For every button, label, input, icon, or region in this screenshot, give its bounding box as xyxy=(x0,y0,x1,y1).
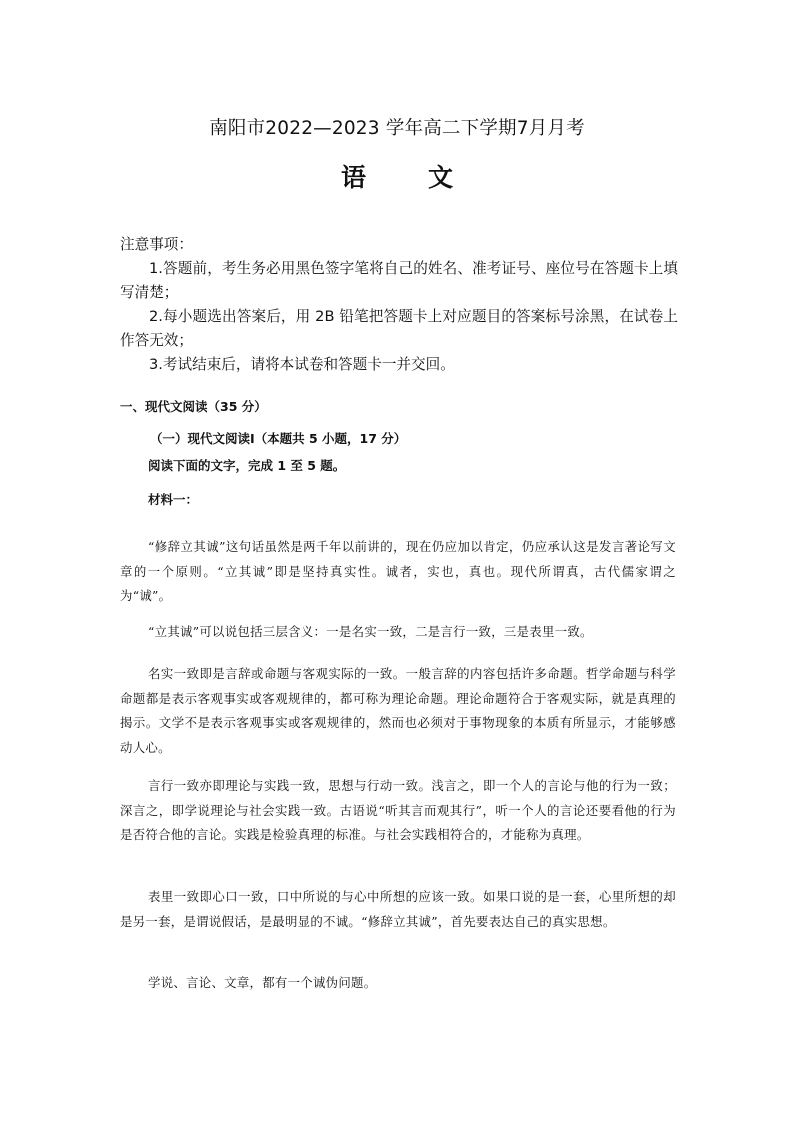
subject-title xyxy=(0,158,794,194)
paragraph-5: 表里一致即心口一致，口中所说的与心中所想的应该一致。如果口说的是一套，心里所想的却是另一套，是谓说假话，是最明显的不诚。“修辞立其诚”，首先要表达自己的真实思想。 xyxy=(120,889,676,929)
paragraph-4: 言行一致亦即理论与实践一致，思想与行动一致。浅言之，即一个人的言论与他的行为一致；深言之，即学说理论与社会实践一致。古语说“听其言而观其行”，听一个人的言论还要看他的行为是否符合他的言论。实践是检验真理的标准。与社会实践相符合的，才能称为真理。 xyxy=(120,778,676,842)
paragraph-1: “修辞立其诚”这句话虽然是两千年以前讲的，现在仍应加以肯定，仍应承认这是发言著论写文章的一个原则。“立其诚”即是坚持真实性。诚者，实也，真也。现代所谓真，古代儒家谓之为“诚”。 xyxy=(120,539,676,603)
paragraph-3: 名实一致即是言辞或命题与客观实际的一致。一般言辞的内容包括许多命题。哲学命题与科学命题都是表示客观事实或客观规律的，都可称为理论命题。理论命题符合于客观实际，就是真理的揭示。文学不是表示客观事实或客观规律的，然而也必须对于事物现象的本质有所显示，才能够感动人心。 xyxy=(120,666,676,755)
notice-item-1: 1.答题前，考生务必用黑色签字笔将自己的姓名、准考证号、座位号在答题卡上填写清楚； xyxy=(120,260,678,301)
reading-instruction: 阅读下面的文字，完成 1 至 5 题。 xyxy=(148,458,346,473)
exam-title: 南阳市2022—2023 学年高二下学期7月月考 xyxy=(209,118,585,139)
notice-heading: 注意事项： xyxy=(120,236,193,253)
notice-item-2: 2.每小题选出答案后，用 2B 铅笔把答题卡上对应题目的答案标号涂黑，在试卷上作答无效； xyxy=(120,308,678,349)
subject-title-char-1: 语 xyxy=(340,163,366,192)
notice-block xyxy=(120,233,678,377)
subject-title-char-2: 文 xyxy=(428,163,454,192)
paragraph-2: “立其诚”可以说包括三层含义：一是名实一致，二是言行一致，三是表里一致。 xyxy=(148,624,593,639)
paragraph-6: 学说、言论、文章，都有一个诚伪问题。 xyxy=(148,975,377,990)
section-heading: 一、现代文阅读（35 分） xyxy=(120,399,267,414)
material-label: 材料一： xyxy=(148,492,199,507)
notice-item-3: 3.考试结束后，请将本试卷和答题卡一并交回。 xyxy=(149,356,455,373)
subsection-heading: （一）现代文阅读Ⅰ（本题共 5 小题，17 分） xyxy=(150,431,407,446)
